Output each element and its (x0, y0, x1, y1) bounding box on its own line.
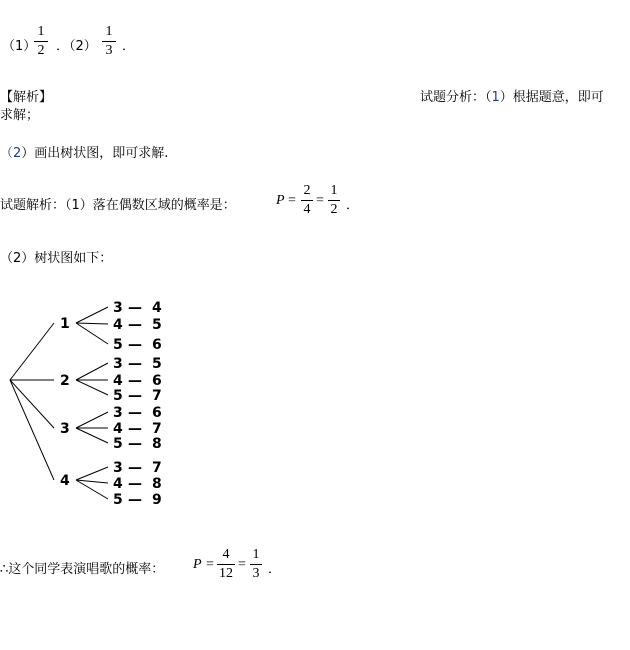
tree-diagram (0, 290, 200, 515)
step2-number: 2 (13, 146, 22, 161)
answer-2-fraction (102, 24, 116, 59)
tree-leaf: 7 (152, 460, 162, 476)
answer-2-numerator: 1 (105, 24, 113, 39)
fraction-2-4 (301, 183, 313, 218)
answer-1-denominator: 2 (37, 43, 45, 58)
fraction-denominator: 3 (252, 566, 260, 581)
tree-leaf: 5 (152, 317, 162, 333)
solution-line2: （2）树状图如下： (0, 251, 113, 266)
tree-leaf: 3 (113, 300, 123, 316)
fraction-numerator: 2 (303, 183, 311, 198)
tree-leaf: 4 (152, 300, 162, 316)
tree-leaf: 4 (113, 317, 123, 333)
tree-dash: — (128, 460, 142, 476)
tree-leaf: 6 (152, 373, 162, 389)
equals-sign: = (288, 193, 296, 208)
fraction-numerator: 1 (252, 547, 260, 562)
tree-leaf: 5 (113, 337, 123, 353)
tree-dash: — (128, 300, 142, 316)
tree-node-1: 1 (60, 316, 70, 332)
tree-leaf: 5 (113, 492, 123, 508)
answer-1-label: （1） (2, 39, 37, 54)
tree-leaf: 3 (113, 405, 123, 421)
equals-sign: = (316, 193, 324, 208)
tree-node-2: 2 (60, 373, 70, 389)
tree-leaf: 4 (113, 373, 123, 389)
tree-dash: — (128, 405, 142, 421)
tree-leaf: 7 (152, 421, 162, 437)
tree-dash: — (128, 436, 142, 452)
tree-root-lines (10, 323, 54, 480)
fraction-1-2 (328, 183, 340, 218)
analysis-step2 (0, 142, 168, 161)
tree-node-4: 4 (60, 473, 70, 489)
fraction-denominator: 2 (330, 202, 338, 217)
analysis-header: 【解析】 (0, 90, 53, 105)
solution-line1: 试题解析：（1）落在偶数区域的概率是： (0, 198, 236, 213)
equals-sign: = (206, 557, 214, 572)
fraction-bar (102, 41, 116, 42)
answer-2-denominator: 3 (105, 43, 113, 58)
fraction-bar (34, 41, 48, 42)
answer-1-numerator: 1 (37, 24, 45, 39)
tree-dash: — (128, 388, 142, 404)
tree-dash: — (128, 317, 142, 333)
analysis-hint-line2: 求解； (0, 108, 40, 123)
tree-dash: — (128, 492, 142, 508)
tree-leaf: 6 (152, 337, 162, 353)
tree-leaf: 8 (152, 436, 162, 452)
fraction-bar (217, 564, 235, 565)
tree-leaf: 7 (152, 388, 162, 404)
equals-sign: = (238, 557, 246, 572)
step2-text: ）画出树状图，即可求解. (21, 146, 169, 161)
fraction-denominator: 12 (219, 566, 233, 581)
conclusion-text: ∴这个同学表演唱歌的概率： (0, 562, 165, 577)
tree-branch-lines (76, 307, 108, 499)
fraction-1-3 (250, 547, 262, 582)
fraction-bar (328, 200, 340, 201)
tree-leaf: 3 (113, 460, 123, 476)
answer-separator: ．（2） (56, 39, 97, 54)
step2-open: （ (0, 146, 14, 161)
tree-leaf: 3 (113, 356, 123, 372)
conclusion-end: ． (268, 562, 282, 577)
hint-number: 1 (491, 90, 500, 105)
p-symbol: P (193, 557, 202, 572)
answer-end: ． (122, 39, 136, 54)
fraction-numerator: 1 (330, 183, 338, 198)
tree-leaf: 4 (113, 421, 123, 437)
answer-1-fraction (34, 24, 48, 59)
hint-suffix: ）根据题意，即可 (499, 90, 604, 105)
fraction-4-12 (217, 547, 235, 582)
tree-node-3: 3 (60, 421, 70, 437)
tree-dash: — (128, 421, 142, 437)
tree-leaf: 5 (113, 388, 123, 404)
tree-leaf: 6 (152, 405, 162, 421)
tree-leaf: 5 (113, 436, 123, 452)
fraction-bar (301, 200, 313, 201)
fraction-denominator: 4 (303, 202, 311, 217)
analysis-hint (420, 86, 604, 105)
tree-dash: — (128, 337, 142, 353)
p-symbol: P (276, 193, 285, 208)
tree-leaf: 4 (113, 476, 123, 492)
hint-prefix: 试题分析：（ (420, 90, 492, 105)
fraction-numerator: 4 (222, 547, 230, 562)
tree-dash: — (128, 476, 142, 492)
tree-leaf: 5 (152, 356, 162, 372)
tree-dash: — (128, 356, 142, 372)
tree-leaf: 8 (152, 476, 162, 492)
solution-line1-end: ． (346, 198, 360, 213)
fraction-bar (250, 564, 262, 565)
tree-dash: — (128, 373, 142, 389)
tree-leaf: 9 (152, 492, 162, 508)
